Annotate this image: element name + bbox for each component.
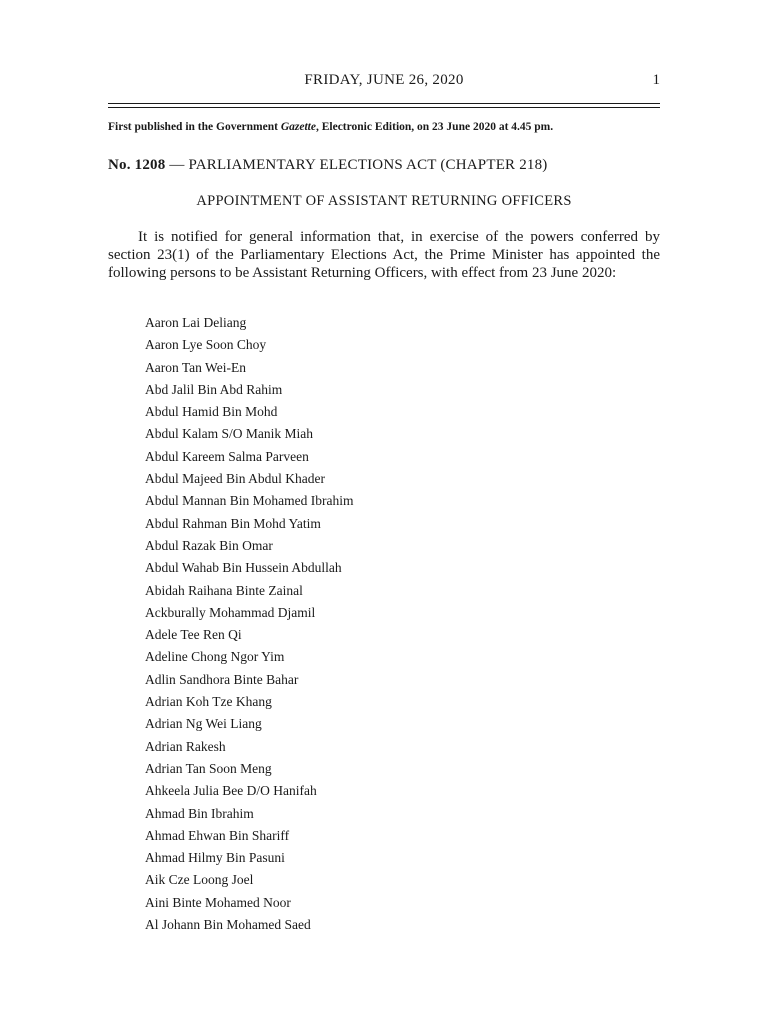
publication-note-gazette: Gazette (280, 121, 316, 133)
appointee-name: Aini Binte Mohamed Noor (145, 894, 291, 910)
header-rule-top (108, 103, 660, 104)
appointee-name: Adrian Rakesh (145, 738, 226, 754)
appointee-name: Al Johann Bin Mohamed Saed (145, 917, 311, 933)
appointee-name: Abdul Hamid Bin Mohd (145, 404, 278, 420)
appointee-name: Adlin Sandhora Binte Bahar (145, 671, 299, 687)
header-date: FRIDAY, JUNE 26, 2020 (304, 72, 464, 88)
appointee-name: Abdul Majeed Bin Abdul Khader (145, 471, 325, 487)
appointee-name: Abdul Wahab Bin Hussein Abdullah (145, 560, 342, 576)
appointee-name: Abdul Kareem Salma Parveen (145, 448, 309, 464)
publication-note (108, 121, 660, 133)
appointee-list (145, 312, 353, 936)
appointee-name: Adele Tee Ren Qi (145, 627, 242, 643)
appointee-name: Abidah Raihana Binte Zainal (145, 582, 303, 598)
appointee-name: Ahkeela Julia Bee D/O Hanifah (145, 783, 317, 799)
appointee-name: Ahmad Bin Ibrahim (145, 805, 254, 821)
appointee-name: Ahmad Ehwan Bin Shariff (145, 827, 290, 843)
notice-act-title: — PARLIAMENTARY ELECTIONS ACT (CHAPTER 218) (165, 157, 548, 173)
notice-subtitle: APPOINTMENT OF ASSISTANT RETURNING OFFICERS (196, 193, 572, 209)
appointee-name: Aaron Tan Wei-En (145, 359, 246, 375)
publication-note-suffix: , Electronic Edition, on 23 June 2020 at 4.45 pm. (315, 121, 554, 133)
publication-note-prefix: First published in the Government (108, 121, 281, 133)
appointee-name: Adrian Tan Soon Meng (145, 760, 272, 776)
header-rule-bottom (108, 107, 660, 108)
appointee-name: Adrian Ng Wei Liang (145, 716, 262, 732)
notice-title (108, 157, 668, 174)
appointee-name: Abdul Razak Bin Omar (145, 537, 273, 553)
page-number: 1 (652, 72, 660, 88)
appointee-name: Aaron Lai Deliang (145, 315, 247, 330)
appointee-name: Ackburally Mohammad Djamil (145, 604, 316, 620)
appointee-name: Aaron Lye Soon Choy (145, 337, 267, 353)
page-header (108, 72, 660, 94)
appointee-name: Adrian Koh Tze Khang (145, 694, 272, 710)
notice-number: No. 1208 (108, 157, 166, 173)
appointee-name: Adeline Chong Ngor Yim (145, 649, 285, 665)
appointee-name: Abdul Kalam S/O Manik Miah (145, 426, 313, 442)
appointee-name: Aik Cze Loong Joel (145, 872, 254, 888)
notice-body: It is notified for general information that, in exercise of the powers conferred by section 23(1) of the Parliamentary Elections Act, the Prime Minister has appointed the following persons to be Assistant Returning Officers, with effect from 23 June 2020: (108, 229, 660, 281)
appointee-name: Abd Jalil Bin Abd Rahim (145, 381, 283, 397)
appointee-name: Ahmad Hilmy Bin Pasuni (145, 850, 285, 866)
appointee-name: Abdul Mannan Bin Mohamed Ibrahim (145, 493, 354, 509)
appointee-name: Abdul Rahman Bin Mohd Yatim (145, 515, 321, 531)
